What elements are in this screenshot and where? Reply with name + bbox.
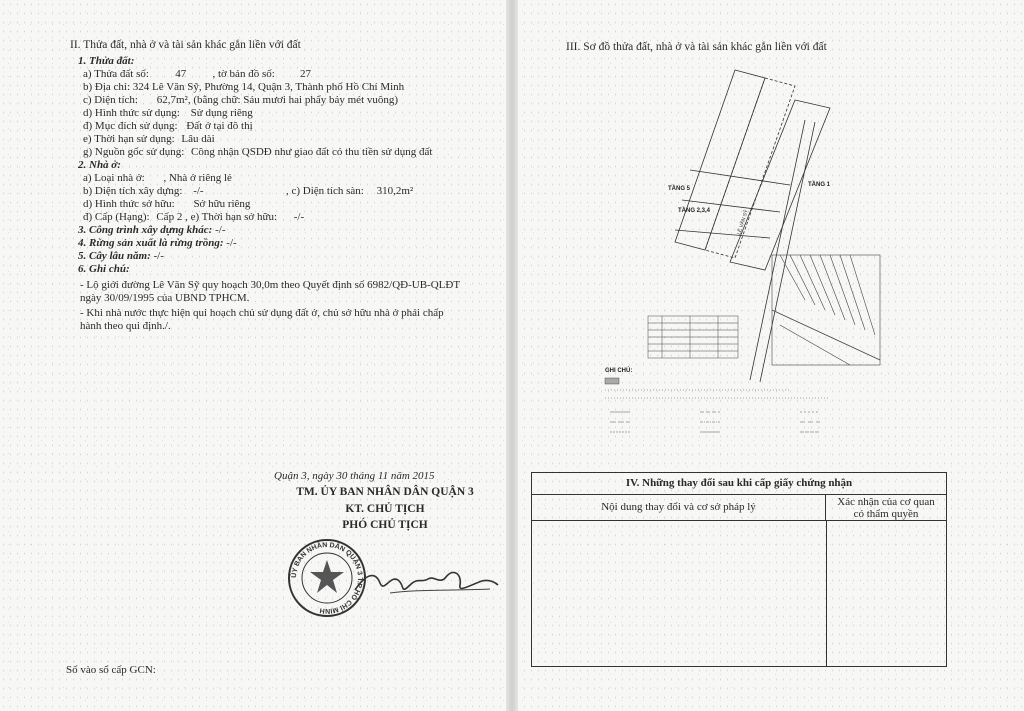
- building-area-row: [83, 185, 413, 198]
- grade-label: đ) Cấp (Hạng):: [83, 211, 150, 223]
- forest-value: -/-: [226, 237, 237, 249]
- label-tang1: TẦNG 1: [808, 182, 831, 188]
- label-tang234: TẦNG 2,3,4: [678, 208, 711, 214]
- usage-form-value: Sử dụng riêng: [190, 107, 253, 119]
- signer-title: PHÓ CHỦ TỊCH: [342, 519, 428, 531]
- perennial-label: 5. Cây lâu năm:: [78, 250, 151, 262]
- note1-line2: ngày 30/09/1995 của UBND TPHCM.: [80, 292, 250, 304]
- ownership-term-value: -/-: [293, 211, 305, 223]
- note1-line1: - Lộ giới đường Lê Văn Sỹ quy hoạch 30,0m theo Quyết định số 6982/QĐ-UB-QLĐT: [80, 279, 461, 291]
- land-area-label: c) Diện tích:: [83, 94, 138, 106]
- house-type-row: [83, 172, 232, 185]
- usage-origin-value: Công nhận QSDĐ như giao đất có thu tiền sử dụng đất: [191, 146, 433, 158]
- ownership-form-value: Sở hữu riêng: [193, 198, 251, 210]
- changes-table: [531, 472, 947, 667]
- issuing-org: TM. ỦY BAN NHÂN DÂN QUẬN 3: [296, 486, 474, 498]
- usage-form-row: [83, 107, 253, 120]
- floor-area-value: 310,2m²: [376, 185, 414, 197]
- ownership-form-label: d) Hình thức sở hữu:: [83, 198, 175, 210]
- changes-content-header: Nội dung thay đổi và cơ sở pháp lý: [532, 494, 826, 521]
- building-area-value: -/-: [193, 185, 204, 197]
- handwritten-signature: [350, 555, 500, 605]
- gcn-register-label: Số vào sổ cấp GCN:: [66, 664, 156, 676]
- confirmation-header-line2: có thẩm quyền: [853, 508, 919, 520]
- floor-area-label: , c) Diện tích sàn:: [285, 185, 364, 197]
- land-plot-diagram: [590, 60, 890, 450]
- section3-title: III. Sơ đồ thửa đất, nhà ở và tài sản khác gắn liền với đất: [566, 41, 827, 53]
- house-heading: 2. Nhà ở:: [78, 159, 121, 171]
- usage-origin-row: [83, 146, 432, 159]
- land-number-value: 47: [175, 68, 187, 80]
- issue-date: Quận 3, ngày 30 tháng 11 năm 2015: [274, 470, 435, 482]
- table-divider: [826, 521, 827, 666]
- note2-line2: hành theo qui định./.: [80, 320, 171, 332]
- other-construction-value: -/-: [215, 224, 226, 236]
- ownership-form-row: [83, 198, 250, 211]
- changes-table-title: IV. Những thay đổi sau khi cấp giấy chứng nhận: [532, 473, 946, 495]
- seal-text: ỦY BAN NHÂN DÂN QUẬN 3 T.P HỒ CHÍ MINH: [290, 541, 364, 615]
- notes-heading: 6. Ghi chú:: [78, 263, 130, 275]
- map-sheet-value: 27: [300, 68, 312, 80]
- usage-term-label: e) Thời hạn sử dụng:: [83, 133, 175, 145]
- building-area-label: b) Diện tích xây dựng:: [83, 185, 183, 197]
- legend-heading: GHI CHÚ:: [605, 368, 633, 374]
- perennial-row: [78, 250, 164, 263]
- forest-label: 4. Rừng sản xuất là rừng trồng:: [78, 237, 224, 249]
- legend-hatch-swatch: [605, 378, 619, 384]
- usage-form-label: d) Hình thức sử dụng:: [83, 107, 180, 119]
- usage-term-row: [83, 133, 215, 146]
- land-number-row: [83, 68, 334, 81]
- forest-row: [78, 237, 237, 250]
- house-type-value: , Nhà ở riêng lẻ: [163, 172, 232, 184]
- land-number-label: a) Thửa đất số:: [83, 68, 149, 80]
- usage-purpose-label: đ) Mục đích sử dụng:: [83, 120, 178, 132]
- usage-term-value: Lâu dài: [181, 133, 215, 145]
- other-construction-label: 3. Công trình xây dựng khác:: [78, 224, 213, 236]
- land-heading: 1. Thửa đất:: [78, 55, 135, 67]
- road-label: LÊ VĂN SỸ: [736, 209, 750, 236]
- land-address: b) Địa chỉ: 324 Lê Văn Sỹ, Phường 14, Quận 3, Thành phố Hồ Chí Minh: [83, 81, 405, 93]
- usage-origin-label: g) Nguồn gốc sử dụng:: [83, 146, 185, 158]
- grade-value: Cấp 2: [156, 211, 183, 223]
- other-construction-row: [78, 224, 225, 237]
- label-tang5: TẦNG 5: [668, 186, 691, 192]
- grade-row: [83, 211, 304, 224]
- land-area-value: 62,7m², (bằng chữ: Sáu mươi hai phẩy bảy mét vuông): [156, 94, 399, 106]
- usage-purpose-row: [83, 120, 253, 133]
- book-spine: [506, 0, 518, 711]
- note2-line1: - Khi nhà nước thực hiện qui hoạch chủ sử dụng đất ở, chủ sở hữu nhà ở phải chấp: [80, 307, 444, 319]
- section2-title: II. Thửa đất, nhà ở và tài sản khác gắn liền với đất: [70, 39, 301, 51]
- changes-confirmation-header: [826, 494, 946, 521]
- land-area-row: [83, 94, 398, 107]
- house-type-label: a) Loại nhà ở:: [83, 172, 145, 184]
- on-behalf-of: KT. CHỦ TỊCH: [345, 503, 425, 515]
- perennial-value: -/-: [153, 250, 164, 262]
- map-sheet-label: , tờ bản đồ số:: [212, 68, 275, 80]
- confirmation-header-line1: Xác nhận của cơ quan: [837, 496, 935, 508]
- signature-block: [270, 470, 500, 531]
- ownership-term-label: , e) Thời hạn sở hữu:: [185, 211, 278, 223]
- usage-purpose-value: Đất ở tại đô thị: [186, 120, 253, 132]
